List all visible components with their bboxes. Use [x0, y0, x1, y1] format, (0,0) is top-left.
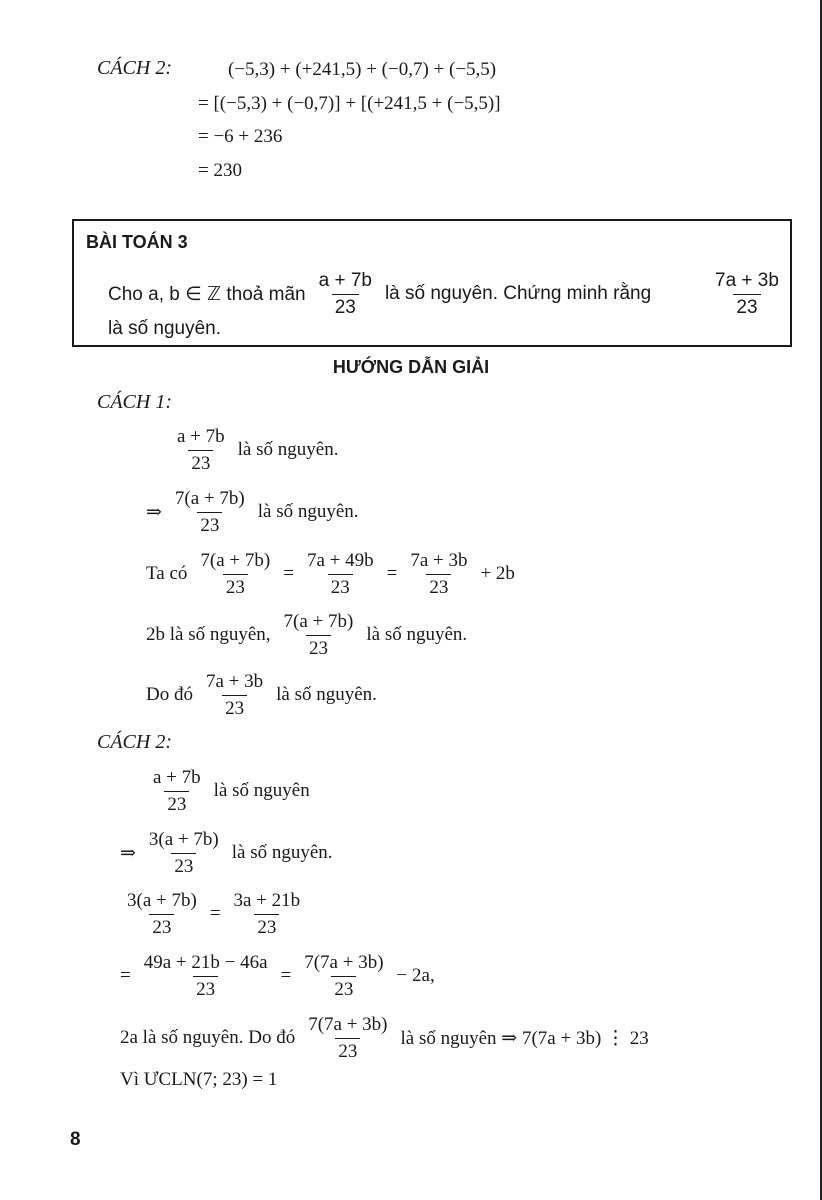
c1-l2-fraction	[172, 488, 248, 537]
fraction-numerator: 3(a + 7b)	[127, 890, 197, 911]
equals-sign: =	[209, 903, 221, 925]
fraction-denominator: 23	[328, 574, 353, 599]
top-line-3: = −6 + 236	[198, 126, 283, 147]
top-line-2: = [(−5,3) + (−0,7)] + [(+241,5 + (−5,5)]	[198, 93, 501, 114]
c1-l4-text: là số nguyên.	[366, 624, 468, 646]
c1-l1-text: là số nguyên.	[237, 439, 339, 461]
fraction-denominator: 23	[733, 294, 760, 319]
fraction-numerator: 7(a + 7b)	[200, 550, 271, 571]
fraction-numerator: 49a + 21b − 46a	[143, 952, 268, 973]
c1-line-1	[170, 426, 338, 475]
fraction-denominator: 23	[426, 574, 451, 599]
fraction-numerator: 7(a + 7b)	[174, 488, 245, 509]
cach2-label: CÁCH 2:	[97, 731, 172, 753]
c2-l5-fraction	[305, 1014, 390, 1063]
fraction-numerator: 3a + 21b	[233, 890, 301, 911]
c2-l5-prefix: 2a là số nguyên. Do đó	[120, 1027, 296, 1049]
c1-line-2	[146, 488, 359, 537]
fraction-numerator: 7a + 3b	[205, 671, 264, 692]
c2-l4-suffix: − 2a,	[396, 965, 435, 987]
fraction-denominator: 23	[193, 976, 218, 1001]
fraction-numerator: 7a + 3b	[410, 550, 468, 571]
problem-title: BÀI TOÁN 3	[86, 232, 188, 252]
equals-sign: =	[120, 965, 131, 987]
c1-l3-suffix: + 2b	[480, 563, 515, 585]
problem-text-after: là số nguyên.	[108, 318, 222, 339]
page-number: 8	[70, 1129, 81, 1150]
c1-l2-text: là số nguyên.	[257, 501, 359, 523]
fraction-numerator: 7(7a + 3b)	[308, 1014, 388, 1035]
c2-line-1	[146, 767, 310, 816]
c2-l5-text: là số nguyên ⇒ 7(7a + 3b) ⋮ 23	[400, 1027, 649, 1049]
equals-sign: =	[283, 563, 294, 585]
c2-line-5	[120, 1014, 649, 1063]
c2-l3-fraction-1	[124, 890, 200, 939]
problem-fraction-1	[316, 270, 375, 319]
c1-line-5	[146, 671, 377, 720]
fraction-denominator: 23	[164, 791, 189, 816]
top-line-1: (−5,3) + (+241,5) + (−0,7) + (−5,5)	[228, 59, 497, 80]
fraction-numerator: 7a + 49b	[306, 550, 374, 571]
fraction-numerator: 3(a + 7b)	[148, 829, 219, 850]
equals-sign: =	[386, 563, 398, 585]
fraction-numerator: a + 7b	[318, 270, 372, 291]
c2-l3-fraction-2	[231, 890, 304, 939]
c1-line-4	[146, 611, 467, 660]
c2-l1-fraction	[150, 767, 204, 816]
c2-line-3	[120, 890, 307, 939]
fraction-numerator: a + 7b	[153, 767, 201, 788]
fraction-numerator: 7a + 3b	[715, 270, 779, 291]
c1-l3-fraction-1	[197, 550, 273, 599]
fraction-denominator: 23	[331, 976, 356, 1001]
problem-text-before: Cho a, b ∈ ℤ thoả mãn	[108, 283, 306, 305]
c1-line-3	[146, 550, 515, 599]
c2-line-4	[120, 952, 435, 1001]
c1-l3-fraction-3	[407, 550, 470, 599]
problem-statement	[108, 270, 651, 319]
c2-l4-fraction-2	[301, 952, 386, 1001]
c1-l3-fraction-2	[304, 550, 377, 599]
top-line-4: = 230	[198, 160, 242, 181]
fraction-denominator: 23	[335, 1038, 360, 1063]
c1-l5-fraction	[203, 671, 266, 720]
fraction-denominator: 23	[223, 574, 248, 599]
fraction-denominator: 23	[171, 853, 196, 878]
fraction-denominator: 23	[188, 450, 213, 475]
c1-l3-prefix: Ta có	[146, 563, 188, 585]
implies-arrow: ⇒	[120, 842, 136, 864]
fraction-numerator: 7(a + 7b)	[283, 611, 354, 632]
c2-l4-fraction-1	[141, 952, 271, 1001]
problem-fraction-2	[712, 270, 782, 319]
c1-l4-fraction	[281, 611, 357, 660]
fraction-denominator: 23	[222, 695, 247, 720]
fraction-numerator: a + 7b	[177, 426, 225, 447]
fraction-denominator: 23	[254, 914, 279, 939]
fraction-denominator: 23	[149, 914, 174, 939]
solution-heading: HƯỚNG DẪN GIẢI	[332, 357, 490, 377]
fraction-denominator: 23	[306, 635, 331, 660]
c2-line-6: Vì ƯCLN(7; 23) = 1	[120, 1069, 278, 1090]
problem-text-middle: là số nguyên. Chứng minh rằng	[384, 283, 652, 305]
equals-sign: =	[280, 965, 292, 987]
c2-l2-text: là số nguyên.	[231, 842, 333, 864]
c1-l5-prefix: Do đó	[146, 684, 193, 706]
cach1-label: CÁCH 1:	[97, 391, 172, 413]
c1-l1-fraction	[174, 426, 228, 475]
c2-l2-fraction	[146, 829, 222, 878]
problem-fraction-2-wrap	[708, 270, 786, 319]
implies-arrow: ⇒	[146, 501, 162, 523]
c2-l1-text: là số nguyên	[213, 780, 310, 802]
c2-line-2	[120, 829, 333, 878]
c1-l5-text: là số nguyên.	[276, 684, 377, 706]
fraction-denominator: 23	[332, 294, 359, 319]
top-cach2-label: CÁCH 2:	[97, 57, 172, 79]
fraction-denominator: 23	[197, 512, 222, 537]
c1-l4-prefix: 2b là số nguyên,	[146, 624, 271, 646]
fraction-numerator: 7(7a + 3b)	[304, 952, 384, 973]
